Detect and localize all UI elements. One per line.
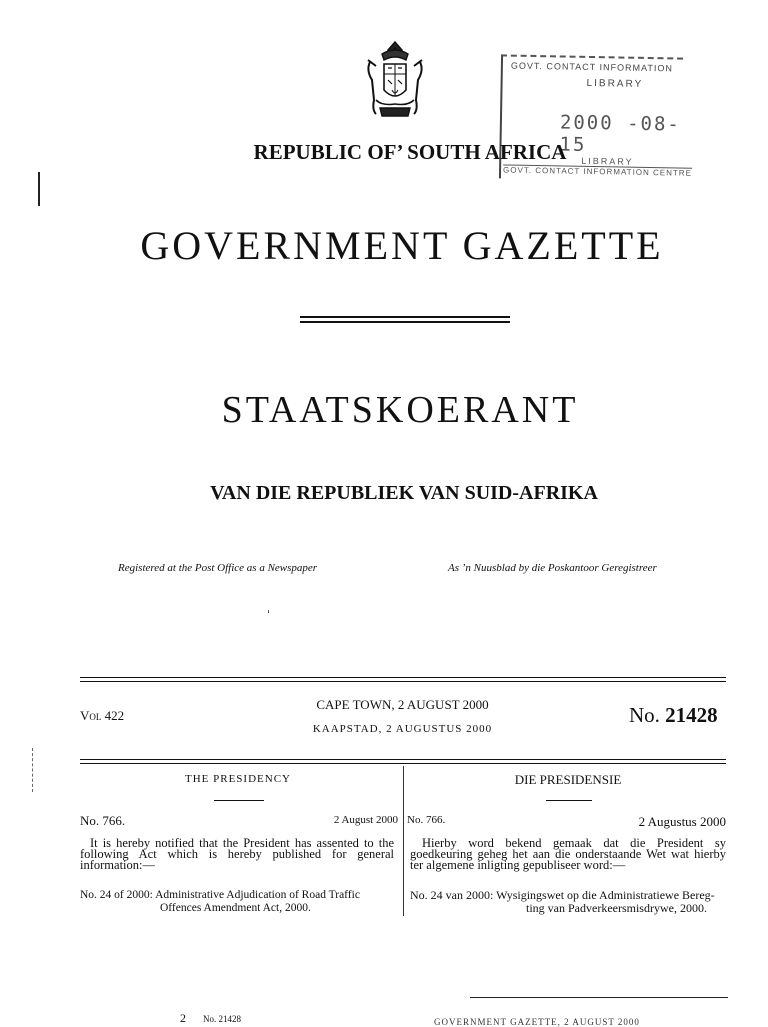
heading-rule-english xyxy=(214,800,264,801)
act-line-2-english: Offences Amendment Act, 2000. xyxy=(160,902,311,914)
margin-mark xyxy=(38,172,40,206)
act-line-2-afrikaans: ting van Padverkeersmisdrywe, 2000. xyxy=(526,901,707,915)
place-date-afrikaans: KAAPSTAD, 2 AUGUSTUS 2000 xyxy=(312,723,493,735)
title-divider xyxy=(300,316,510,323)
stamp-library-label-repeat: LIBRARY xyxy=(581,155,634,167)
place-date-english: CAPE TOWN, 2 AUGUST 2000 xyxy=(316,697,489,712)
volume-label: Vol xyxy=(80,708,102,723)
footer-gazette-title: GOVERNMENT GAZETTE, 2 AUGUST 2000 xyxy=(434,1017,640,1027)
stamp-date: 2000 -08- 15 xyxy=(559,111,682,156)
republic-heading: REPUBLIC OF’ SOUTH AFRICA xyxy=(253,140,567,164)
masthead-rule-top xyxy=(80,677,726,682)
speck xyxy=(268,610,269,613)
footer-issue-number: No. 21428 xyxy=(203,1014,241,1024)
act-title-afrikaans xyxy=(410,889,726,915)
coat-of-arms-icon xyxy=(362,40,428,122)
footer-page-number: 2 xyxy=(180,1011,186,1025)
act-title-english xyxy=(80,889,396,915)
issue-number xyxy=(629,703,718,728)
stamp-library-label: LIBRARY xyxy=(586,77,644,90)
registration-note-afrikaans: As ’n Nuusblad by die Poskantoor Geregistreer xyxy=(448,562,657,574)
afrikaans-republic-heading: VAN DIE REPUBLIEK VAN SUID-AFRIKA xyxy=(210,482,598,504)
stamp-header: GOVT. CONTACT INFORMATION xyxy=(510,60,673,74)
staatskoerant-title: STAATSKOERANT xyxy=(221,389,579,431)
notice-date-english: 2 August 2000 xyxy=(333,814,398,826)
presidency-heading-english: THE PRESIDENCY xyxy=(185,773,291,785)
gazette-title: GOVERNMENT GAZETTE xyxy=(140,223,664,268)
notice-date-afrikaans: 2 Augustus 2000 xyxy=(638,814,726,829)
registration-note-english: Registered at the Post Office as a Newspaper xyxy=(118,562,318,574)
notice-number-afrikaans: No. 766. xyxy=(407,814,446,826)
notice-body-afrikaans: Hierby word bekend gemaak dat die President sy goedkeuring geheg het aan die onderstaande Wet wat hierby ter algemene inligting gepubliseer word:— xyxy=(410,836,726,872)
act-line-1-afrikaans: No. 24 van 2000: Wysigingswet op die Administratiewe Bereg- xyxy=(410,888,715,902)
act-line-1-english: No. 24 of 2000: Administrative Adjudication of Road Traffic xyxy=(80,889,360,901)
presidency-heading-afrikaans: DIE PRESIDENSIE xyxy=(514,772,622,787)
notice-number-english: No. 766. xyxy=(80,813,126,828)
stamp-footer: GOVT. CONTACT INFORMATION CENTRE xyxy=(503,165,693,178)
issue-number-label: No. xyxy=(629,703,660,727)
footer-rule xyxy=(470,997,728,998)
heading-rule-afrikaans xyxy=(546,800,592,801)
notice-body-english: It is hereby notified that the President has assented to the following Act which is hereby published for general information:— xyxy=(80,836,394,872)
volume-number: 422 xyxy=(104,708,125,723)
masthead-rule-bottom xyxy=(80,759,726,764)
issue-number-value: 21428 xyxy=(665,703,718,727)
margin-scan-mark xyxy=(32,748,34,792)
column-divider xyxy=(403,766,404,916)
